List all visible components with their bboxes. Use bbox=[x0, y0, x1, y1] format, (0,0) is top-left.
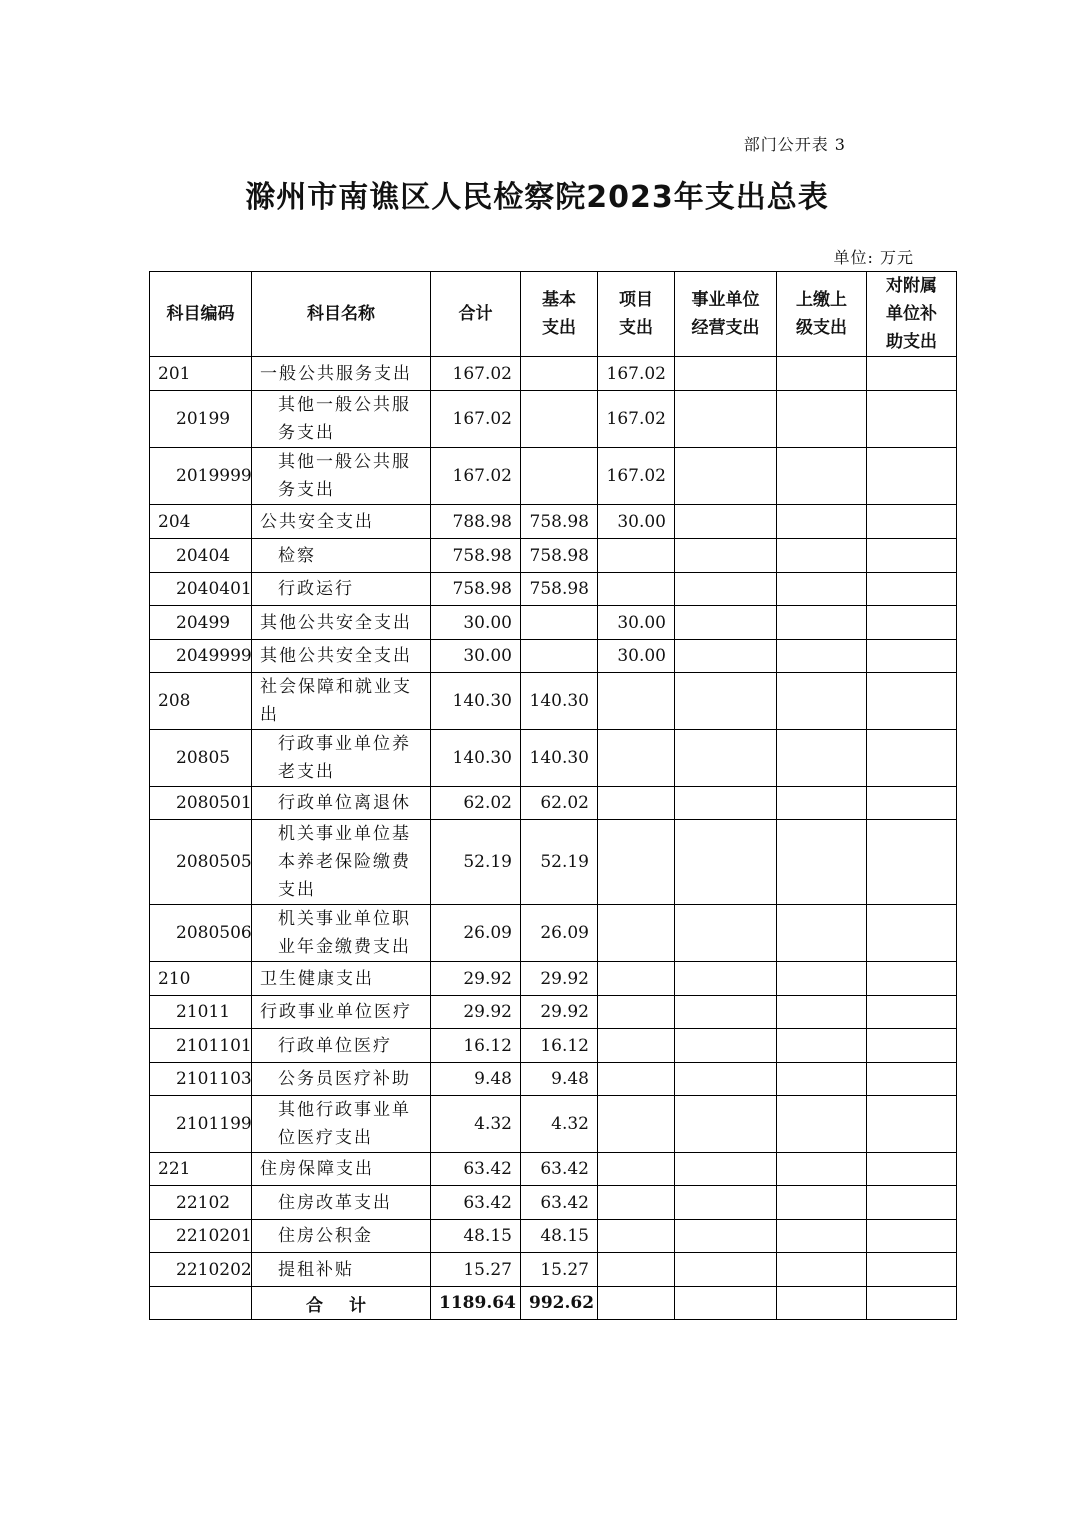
row-code: 2080505 bbox=[150, 820, 252, 905]
row-total: 29.92 bbox=[431, 962, 521, 996]
row-basic: 4.32 bbox=[521, 1096, 598, 1153]
row-empty-cell bbox=[777, 505, 867, 539]
table-row bbox=[150, 1153, 957, 1186]
row-name: 机关事业单位基本养老保险缴费支出 bbox=[252, 820, 431, 905]
row-name: 公共安全支出 bbox=[252, 505, 431, 539]
row-empty-cell bbox=[777, 640, 867, 673]
row-code: 22102 bbox=[150, 1186, 252, 1220]
row-basic: 758.98 bbox=[521, 573, 598, 606]
table-row bbox=[150, 905, 957, 962]
table-row bbox=[150, 505, 957, 539]
row-empty-cell bbox=[675, 1186, 777, 1220]
row-name: 其他公共安全支出 bbox=[252, 606, 431, 640]
row-basic bbox=[521, 357, 598, 391]
row-empty-cell bbox=[867, 996, 957, 1029]
row-total: 15.27 bbox=[431, 1253, 521, 1287]
row-basic: 140.30 bbox=[521, 730, 598, 787]
row-empty-cell bbox=[777, 1186, 867, 1220]
row-project bbox=[598, 673, 675, 730]
row-empty-cell bbox=[675, 505, 777, 539]
row-empty-cell bbox=[777, 962, 867, 996]
row-basic bbox=[521, 606, 598, 640]
row-basic: 48.15 bbox=[521, 1220, 598, 1253]
row-name: 住房公积金 bbox=[252, 1220, 431, 1253]
row-empty-cell bbox=[777, 787, 867, 820]
row-basic: 62.02 bbox=[521, 787, 598, 820]
row-project bbox=[598, 787, 675, 820]
col-header-name: 科目名称 bbox=[252, 272, 431, 357]
row-project bbox=[598, 730, 675, 787]
table-row bbox=[150, 448, 957, 505]
row-empty-cell bbox=[867, 730, 957, 787]
row-code: 2101101 bbox=[150, 1029, 252, 1063]
row-empty-cell bbox=[675, 606, 777, 640]
row-total: 26.09 bbox=[431, 905, 521, 962]
row-project bbox=[598, 962, 675, 996]
row-total: 63.42 bbox=[431, 1153, 521, 1186]
row-empty-cell bbox=[777, 820, 867, 905]
table-number: 部门公开表 3 bbox=[743, 135, 846, 154]
row-basic: 758.98 bbox=[521, 539, 598, 573]
table-row bbox=[150, 1220, 957, 1253]
row-code: 201 bbox=[150, 357, 252, 391]
row-empty-cell bbox=[777, 606, 867, 640]
row-empty-cell bbox=[777, 1253, 867, 1287]
table-row bbox=[150, 962, 957, 996]
row-total: 52.19 bbox=[431, 820, 521, 905]
expenditure-table bbox=[149, 271, 957, 1320]
row-empty-cell bbox=[867, 1153, 957, 1186]
table-row bbox=[150, 357, 957, 391]
row-name: 机关事业单位职业年金缴费支出 bbox=[252, 905, 431, 962]
row-code: 2019999 bbox=[150, 448, 252, 505]
row-project: 167.02 bbox=[598, 391, 675, 448]
row-code: 20404 bbox=[150, 539, 252, 573]
row-empty-cell bbox=[777, 1096, 867, 1153]
col-header-remit: 上缴上 级支出 bbox=[777, 272, 867, 357]
table-header-row bbox=[150, 272, 957, 357]
row-total: 30.00 bbox=[431, 640, 521, 673]
row-empty-cell bbox=[777, 730, 867, 787]
row-empty-cell bbox=[867, 539, 957, 573]
row-empty-cell bbox=[777, 357, 867, 391]
row-total: 63.42 bbox=[431, 1186, 521, 1220]
total-code-cell bbox=[150, 1287, 252, 1320]
row-total: 48.15 bbox=[431, 1220, 521, 1253]
table-row bbox=[150, 391, 957, 448]
row-total: 167.02 bbox=[431, 391, 521, 448]
row-basic bbox=[521, 448, 598, 505]
row-total: 788.98 bbox=[431, 505, 521, 539]
row-empty-cell bbox=[867, 448, 957, 505]
row-project bbox=[598, 996, 675, 1029]
row-total: 16.12 bbox=[431, 1029, 521, 1063]
row-basic: 26.09 bbox=[521, 905, 598, 962]
table-row bbox=[150, 606, 957, 640]
row-empty-cell bbox=[867, 1096, 957, 1153]
row-empty-cell bbox=[777, 1153, 867, 1186]
row-empty-cell bbox=[867, 640, 957, 673]
row-empty-cell bbox=[777, 1063, 867, 1096]
row-basic: 758.98 bbox=[521, 505, 598, 539]
row-code: 20499 bbox=[150, 606, 252, 640]
row-total: 167.02 bbox=[431, 448, 521, 505]
row-project bbox=[598, 573, 675, 606]
col-header-project: 项目 支出 bbox=[598, 272, 675, 357]
row-code: 20805 bbox=[150, 730, 252, 787]
row-project bbox=[598, 1029, 675, 1063]
row-name: 行政单位医疗 bbox=[252, 1029, 431, 1063]
row-name: 其他行政事业单位医疗支出 bbox=[252, 1096, 431, 1153]
row-total: 4.32 bbox=[431, 1096, 521, 1153]
page-title: 滁州市南谯区人民检察院2023年支出总表 bbox=[245, 180, 829, 215]
row-total: 167.02 bbox=[431, 357, 521, 391]
row-name: 行政单位离退休 bbox=[252, 787, 431, 820]
table-row bbox=[150, 730, 957, 787]
table-row bbox=[150, 640, 957, 673]
row-empty-cell bbox=[675, 1153, 777, 1186]
total-project bbox=[598, 1287, 675, 1320]
row-name: 其他公共安全支出 bbox=[252, 640, 431, 673]
total-row bbox=[150, 1287, 957, 1320]
table-row bbox=[150, 573, 957, 606]
table-row bbox=[150, 1186, 957, 1220]
row-empty-cell bbox=[867, 905, 957, 962]
row-empty-cell bbox=[777, 448, 867, 505]
row-name: 一般公共服务支出 bbox=[252, 357, 431, 391]
col-header-basic: 基本 支出 bbox=[521, 272, 598, 357]
row-project: 30.00 bbox=[598, 606, 675, 640]
row-empty-cell bbox=[675, 573, 777, 606]
row-basic: 52.19 bbox=[521, 820, 598, 905]
row-empty-cell bbox=[867, 820, 957, 905]
total-label: 合 计 bbox=[252, 1287, 431, 1320]
row-empty-cell bbox=[867, 962, 957, 996]
row-name: 住房保障支出 bbox=[252, 1153, 431, 1186]
row-basic: 29.92 bbox=[521, 962, 598, 996]
row-total: 758.98 bbox=[431, 573, 521, 606]
row-name: 提租补贴 bbox=[252, 1253, 431, 1287]
row-total: 30.00 bbox=[431, 606, 521, 640]
row-code: 208 bbox=[150, 673, 252, 730]
row-code: 2101199 bbox=[150, 1096, 252, 1153]
row-project bbox=[598, 1063, 675, 1096]
row-project: 167.02 bbox=[598, 448, 675, 505]
row-code: 20199 bbox=[150, 391, 252, 448]
row-name: 行政运行 bbox=[252, 573, 431, 606]
row-empty-cell bbox=[675, 357, 777, 391]
row-empty-cell bbox=[867, 606, 957, 640]
row-basic: 15.27 bbox=[521, 1253, 598, 1287]
row-code: 2080506 bbox=[150, 905, 252, 962]
row-empty-cell bbox=[675, 448, 777, 505]
total-empty-cell bbox=[675, 1287, 777, 1320]
row-basic: 140.30 bbox=[521, 673, 598, 730]
row-code: 210 bbox=[150, 962, 252, 996]
row-empty-cell bbox=[867, 1063, 957, 1096]
table-row bbox=[150, 539, 957, 573]
row-empty-cell bbox=[675, 787, 777, 820]
row-name: 住房改革支出 bbox=[252, 1186, 431, 1220]
row-empty-cell bbox=[675, 1096, 777, 1153]
total-value: 1189.64 bbox=[431, 1287, 521, 1320]
row-code: 204 bbox=[150, 505, 252, 539]
row-empty-cell bbox=[777, 905, 867, 962]
row-empty-cell bbox=[867, 357, 957, 391]
table-row bbox=[150, 787, 957, 820]
row-empty-cell bbox=[675, 996, 777, 1029]
row-project: 30.00 bbox=[598, 640, 675, 673]
row-code: 221 bbox=[150, 1153, 252, 1186]
col-header-subsidy: 对附属 单位补 助支出 bbox=[867, 272, 957, 357]
row-empty-cell bbox=[675, 730, 777, 787]
row-name: 其他一般公共服务支出 bbox=[252, 448, 431, 505]
row-basic: 16.12 bbox=[521, 1029, 598, 1063]
row-code: 21011 bbox=[150, 996, 252, 1029]
row-basic: 9.48 bbox=[521, 1063, 598, 1096]
table-row bbox=[150, 996, 957, 1029]
table-row bbox=[150, 1063, 957, 1096]
row-basic: 63.42 bbox=[521, 1153, 598, 1186]
row-empty-cell bbox=[675, 1253, 777, 1287]
col-header-total: 合计 bbox=[431, 272, 521, 357]
row-empty-cell bbox=[777, 573, 867, 606]
row-project: 30.00 bbox=[598, 505, 675, 539]
row-name: 行政事业单位医疗 bbox=[252, 996, 431, 1029]
row-total: 758.98 bbox=[431, 539, 521, 573]
row-empty-cell bbox=[675, 539, 777, 573]
row-total: 29.92 bbox=[431, 996, 521, 1029]
row-code: 2049999 bbox=[150, 640, 252, 673]
table-row bbox=[150, 1029, 957, 1063]
row-project bbox=[598, 539, 675, 573]
col-header-business: 事业单位 经营支出 bbox=[675, 272, 777, 357]
row-empty-cell bbox=[867, 1253, 957, 1287]
row-empty-cell bbox=[777, 1029, 867, 1063]
row-empty-cell bbox=[777, 673, 867, 730]
row-project bbox=[598, 1096, 675, 1153]
row-empty-cell bbox=[777, 1220, 867, 1253]
row-empty-cell bbox=[867, 1029, 957, 1063]
row-name: 公务员医疗补助 bbox=[252, 1063, 431, 1096]
row-empty-cell bbox=[675, 905, 777, 962]
row-code: 2210202 bbox=[150, 1253, 252, 1287]
row-code: 2040401 bbox=[150, 573, 252, 606]
total-basic: 992.62 bbox=[521, 1287, 598, 1320]
row-name: 社会保障和就业支出 bbox=[252, 673, 431, 730]
row-empty-cell bbox=[867, 573, 957, 606]
row-code: 2101103 bbox=[150, 1063, 252, 1096]
row-project: 167.02 bbox=[598, 357, 675, 391]
table-row bbox=[150, 820, 957, 905]
row-basic bbox=[521, 640, 598, 673]
row-code: 2080501 bbox=[150, 787, 252, 820]
table-row bbox=[150, 673, 957, 730]
row-empty-cell bbox=[675, 820, 777, 905]
row-empty-cell bbox=[867, 1186, 957, 1220]
row-name: 检察 bbox=[252, 539, 431, 573]
row-total: 9.48 bbox=[431, 1063, 521, 1096]
row-empty-cell bbox=[675, 673, 777, 730]
row-project bbox=[598, 1253, 675, 1287]
total-empty-cell bbox=[867, 1287, 957, 1320]
table-row bbox=[150, 1096, 957, 1153]
row-empty-cell bbox=[867, 1220, 957, 1253]
total-empty-cell bbox=[777, 1287, 867, 1320]
row-project bbox=[598, 1220, 675, 1253]
row-empty-cell bbox=[675, 962, 777, 996]
col-header-code: 科目编码 bbox=[150, 272, 252, 357]
row-empty-cell bbox=[867, 787, 957, 820]
row-empty-cell bbox=[675, 391, 777, 448]
row-project bbox=[598, 905, 675, 962]
row-name: 卫生健康支出 bbox=[252, 962, 431, 996]
row-project bbox=[598, 1186, 675, 1220]
row-name: 其他一般公共服务支出 bbox=[252, 391, 431, 448]
row-total: 140.30 bbox=[431, 673, 521, 730]
row-empty-cell bbox=[777, 539, 867, 573]
row-empty-cell bbox=[675, 1029, 777, 1063]
row-project bbox=[598, 820, 675, 905]
row-empty-cell bbox=[867, 673, 957, 730]
row-empty-cell bbox=[675, 640, 777, 673]
table-row bbox=[150, 1253, 957, 1287]
unit-label: 单位: 万元 bbox=[833, 248, 914, 267]
row-empty-cell bbox=[777, 391, 867, 448]
row-basic: 29.92 bbox=[521, 996, 598, 1029]
row-empty-cell bbox=[777, 996, 867, 1029]
row-empty-cell bbox=[675, 1063, 777, 1096]
row-total: 62.02 bbox=[431, 787, 521, 820]
row-basic: 63.42 bbox=[521, 1186, 598, 1220]
row-total: 140.30 bbox=[431, 730, 521, 787]
row-empty-cell bbox=[867, 505, 957, 539]
row-project bbox=[598, 1153, 675, 1186]
row-empty-cell bbox=[867, 391, 957, 448]
row-code: 2210201 bbox=[150, 1220, 252, 1253]
row-empty-cell bbox=[675, 1220, 777, 1253]
row-basic bbox=[521, 391, 598, 448]
row-name: 行政事业单位养老支出 bbox=[252, 730, 431, 787]
